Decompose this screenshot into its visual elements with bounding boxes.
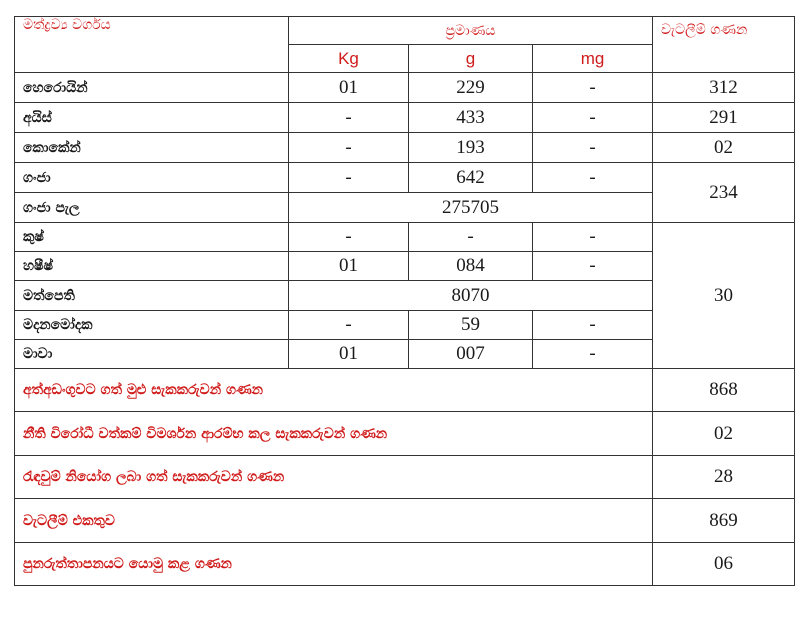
qty-mg: - xyxy=(533,133,653,163)
qty-kg: 01 xyxy=(289,252,409,281)
qty-g: 084 xyxy=(409,252,533,281)
table-row xyxy=(15,103,795,133)
qty-kg: - xyxy=(289,133,409,163)
table-row xyxy=(15,73,795,103)
unit-g: g xyxy=(409,45,533,73)
unit-mg: mg xyxy=(533,45,653,73)
qty-kg: - xyxy=(289,163,409,193)
drug-name: මදනමෝදක xyxy=(15,311,289,340)
qty-kg: 01 xyxy=(289,73,409,103)
header-arrests: වැටලීම් ගණන xyxy=(653,17,795,73)
summary-label: නීති විරෝධී වත්කම් විමර්ශන ආරම්භ කල සැකකරුවන් ගණන xyxy=(15,412,653,456)
qty-g: 193 xyxy=(409,133,533,163)
raid-count: 02 xyxy=(653,133,795,163)
summary-label: අත්අඩංගුවට ගත් මුළු සැකකරුවන් ගණන xyxy=(15,369,653,412)
raid-count-other-group: 30 xyxy=(653,223,795,369)
summary-value: 868 xyxy=(653,369,795,412)
summary-value: 02 xyxy=(653,412,795,456)
qty-g: 229 xyxy=(409,73,533,103)
qty-kg: - xyxy=(289,311,409,340)
raid-count: 312 xyxy=(653,73,795,103)
drug-name: ගංජා පැල xyxy=(15,193,289,223)
qty-mg: - xyxy=(533,340,653,369)
table-row xyxy=(15,223,795,252)
drug-name: මත්පෙති xyxy=(15,281,289,311)
summary-row xyxy=(15,456,795,499)
drug-seizure-table xyxy=(14,16,795,586)
summary-row xyxy=(15,412,795,456)
drug-name: අයිස් xyxy=(15,103,289,133)
summary-label: රැඳවුම් නියෝග ලබා ගත් සැකකරුවන් ගණන xyxy=(15,456,653,499)
drug-name: කොකේන් xyxy=(15,133,289,163)
summary-label: පුනරුත්තාපනයට යොමු කළ ගණන xyxy=(15,543,653,586)
table-row xyxy=(15,133,795,163)
summary-value: 06 xyxy=(653,543,795,586)
qty-merged: 8070 xyxy=(289,281,653,311)
drug-name: හෂීෂ් xyxy=(15,252,289,281)
report-sheet xyxy=(14,16,795,586)
qty-kg: - xyxy=(289,103,409,133)
drug-name: කුෂ් xyxy=(15,223,289,252)
qty-g: 007 xyxy=(409,340,533,369)
qty-g: 433 xyxy=(409,103,533,133)
qty-g: - xyxy=(409,223,533,252)
unit-kg: Kg xyxy=(289,45,409,73)
drug-name: මාවා xyxy=(15,340,289,369)
drug-name: හෙරොයින් xyxy=(15,73,289,103)
qty-merged: 275705 xyxy=(289,193,653,223)
qty-mg: - xyxy=(533,163,653,193)
summary-value: 28 xyxy=(653,456,795,499)
qty-kg: 01 xyxy=(289,340,409,369)
qty-mg: - xyxy=(533,223,653,252)
qty-mg: - xyxy=(533,73,653,103)
summary-row xyxy=(15,499,795,543)
drug-name: ගංජා xyxy=(15,163,289,193)
qty-mg: - xyxy=(533,311,653,340)
summary-row xyxy=(15,369,795,412)
summary-row xyxy=(15,543,795,586)
header-category: මත්ද්‍රව්‍ය වර්ගය xyxy=(15,17,289,73)
qty-g: 59 xyxy=(409,311,533,340)
qty-g: 642 xyxy=(409,163,533,193)
summary-label: වැටලීම් එකතුව xyxy=(15,499,653,543)
qty-kg: - xyxy=(289,223,409,252)
header-row xyxy=(15,17,795,45)
qty-mg: - xyxy=(533,103,653,133)
header-quantity: ප්‍රමාණය xyxy=(289,17,653,45)
qty-mg: - xyxy=(533,252,653,281)
summary-value: 869 xyxy=(653,499,795,543)
table-row xyxy=(15,163,795,193)
raid-count: 291 xyxy=(653,103,795,133)
raid-count-ganja-group: 234 xyxy=(653,163,795,223)
